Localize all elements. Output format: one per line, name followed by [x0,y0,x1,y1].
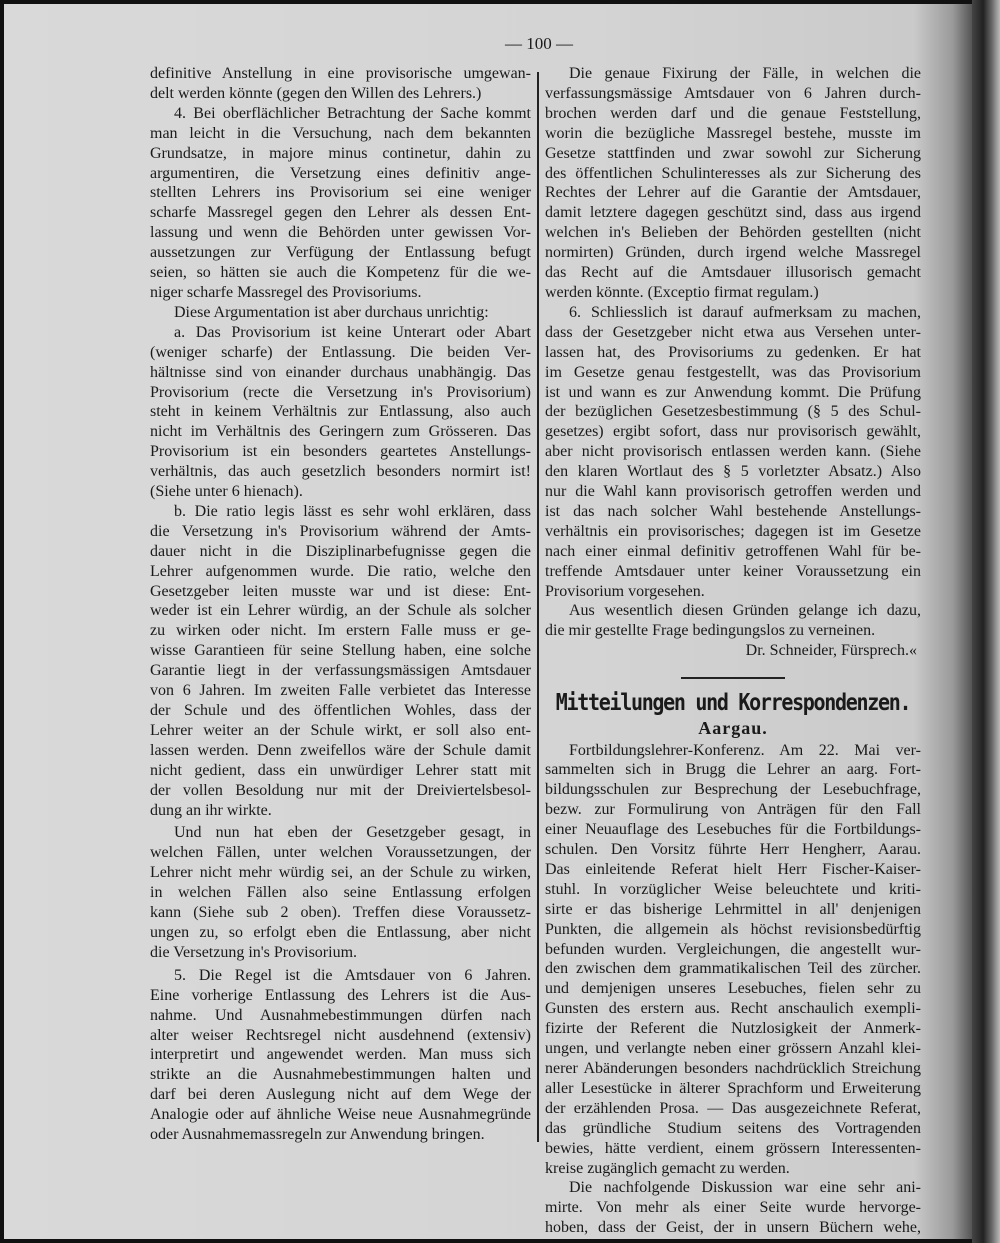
text-line: nicht im Verhältnis des Geringern zum Grösseren. Das [150,423,531,441]
text-line: kreise zugänglich gemacht zu werden. [545,1159,790,1177]
text-line: welchen Fällen, unter welchen Voraussetzungen, der [150,844,531,862]
text-line: und demjenigen unseres Lesebuches, fielen sehr zu [545,980,921,998]
text-line: zu wirken oder nicht. Im erstern Falle muss er ge- [150,622,531,640]
text-line: Die genaue Fixirung der Fälle, in welchen die [569,65,921,82]
text-line: der erzählenden Prosa. — Das ausgezeichnete Referat, [545,1099,921,1117]
text-line: den zwischen dem grammatikalischen Teil des zürcher. [545,960,921,978]
text-line: delt werden könnte (gegen den Willen des Lehrers.) [150,84,482,102]
text-line: man leicht in die Versuchung, nach dem bekannten [150,124,531,142]
text-line: dung an ihr wirkte. [150,801,272,819]
text-line: Und nun hat eben der Gesetzgeber gesagt, in [174,824,531,842]
text-line: brochen werden darf und die genaue Feststellung, [545,104,921,122]
text-line: im Gesetze genau festgestellt, was das Provisorium [545,363,921,381]
text-line: Gesetzgeber leiten musste war und ist diese: Ent- [150,582,531,600]
text-line: aller Lesestücke in älterer Sprachform und Erweiterung [545,1079,921,1097]
text-line: treffende Amtsdauer unter keiner Voraussetzung ein [545,562,921,580]
text-line: der bezüglichen Gesetzesbestimmung (§ 5 des Schul- [545,403,921,421]
text-line: Aus wesentlich diesen Gründen gelange ich dazu, [569,602,921,620]
text-line: die mir gestellte Frage bedingungslos zu verneinen. [545,622,876,640]
text-line: weder ist ein Lehrer würdig, an der Schule als solcher [150,602,531,620]
text-line: aussetzungen zur Verfügung der Entlassung befugt [150,244,531,262]
paragraph [545,1178,921,1238]
text-line: seien, so hätten sie auch die Kompetenz für die we- [150,264,531,282]
text-line: Diese Argumentation ist aber durchaus unrichtig: [174,303,489,321]
text-line: Garantie liegt in der verfassungsmässigen Amtsdauer [150,662,531,680]
section-subheading: Aargau. [698,717,768,738]
text-line: die Versetzung in's Provisorium während der Amts- [150,522,531,540]
text-line: darf bei deren Auslegung nicht auf dem Wege der [150,1086,531,1104]
text-line: (Siehe unter 6 hienach). [150,483,303,501]
text-line: 4. Bei oberflächlicher Betrachtung der Sache kommt [174,104,531,122]
text-line: argumentiren, die Versetzung eines definitiv ange- [150,164,531,182]
text-line: der Schule und des öffentlichen Wohles, dass der [150,702,531,719]
text-line: Das einleitende Referat hielt Herr Fischer-Kaiser- [545,860,921,878]
text-line: befunden wurden. Vergleichungen, die angestellt wur- [545,940,921,958]
text-line: (weniger scharfe) der Entlassung. Die beiden Ver- [150,343,531,361]
text-line: aber nicht provisorisch entlassen werden kann. (Siehe [545,443,921,461]
text-line: definitive Anstellung in eine provisorische umgewan- [150,65,531,82]
column-divider [537,72,539,1142]
text-line: steht in keinem Verhältnis zur Entlassung, also auch [150,403,531,421]
text-line: scharfe Massregel gegen den Lehrer als dessen Ent- [150,204,531,222]
text-line: 6. Schliesslich ist darauf aufmerksam zu machen, [569,303,921,321]
text-line: lassen hat, des Provisoriums zu gedenken. Er hat [545,343,921,361]
paragraph [545,601,921,641]
text-line: nicht gedient, dass ein unwürdiger Lehrer statt mit [150,761,531,779]
text-line: des öffentlichen Schulinteresses als zur Sicherung des [545,164,921,182]
text-line: a. Das Provisorium ist keine Unterart oder Abart [174,323,531,341]
text-line: die Versetzung in's Provisorium. [150,943,358,961]
text-line: das gründliche Studium seitens des Vortragenden [545,1119,921,1137]
text-line: stellten Lehrers ins Provisorium sei eine weniger [150,184,531,202]
text-line: b. Die ratio legis lässt es sehr wohl erklären, dass [174,502,531,520]
text-line: Lehrer aufgenommen wurde. Die ratio, welche den [150,562,531,580]
text-line: verhältnis, das auch gesetzlich besonders normirt ist! [150,463,531,481]
text-line: nur die Wahl kann provisorisch getroffen werden und [545,483,921,501]
text-line: Provisorium (recte die Versetzung in's Provisorium) [150,383,531,401]
text-line: bezw. zur Formulirung von Anträgen für den Fall [545,801,921,819]
text-line: Die nachfolgende Diskussion war eine sehr ani- [569,1179,921,1197]
text-line: lassen werden. Denn zweifellos wäre der Schule damit [150,741,531,759]
text-line: hältnisse sind von einander durchaus unabhängig. Das [150,363,531,381]
text-line: das Recht auf die Amtsdauer illusorisch gemacht [545,264,921,282]
text-line: Provisorium ist ein besonders geartetes Anstellungs- [150,443,531,461]
left-column [150,64,531,1145]
paragraph [545,303,921,602]
text-line: Analogie oder auf ähnliche Weise neue Ausnahmegründe [150,1106,531,1124]
text-line: nerer Abänderungen besonders nachdrücklich Streichung [545,1060,921,1077]
text-line: welchen in's Belieben der Behörden gestellten (nicht [545,224,921,242]
text-line: interpretirt und angewendet werden. Man muss sich [150,1046,531,1064]
text-line: bewies, hätte verdient, einem grössern Interessenten- [545,1139,921,1157]
text-line: alter weiser Rechtsregel nicht ausdehnend (extensiv) [150,1026,531,1044]
text-line: verfassungsmässige Amtsdauer von 6 Jahren durch- [545,84,921,102]
text-line: Grundsatze, in majore minus continetur, dahin zu [150,144,531,162]
text-line: ungen, und verlangte neben einer grössern Anzahl klei- [545,1040,921,1058]
text-line: sirte er das bisherige Lehrmittel in all' denjenigen [545,900,921,918]
section-rule [681,677,785,679]
text-line: einer Neuauflage des Lesebuches für die Fortbildungs- [545,821,921,839]
text-line: Rechtes der Lehrer auf die Garantie der Amtsdauer, [545,184,921,202]
text-line: nahme. Und Ausnahmebestimmungen dürfen nach [150,1006,531,1024]
text-line: strikte an die Ausnahmebestimmungen halten und [150,1066,531,1084]
text-line: verhältnis ein provisorisches; dagegen ist im Gesetze [545,522,921,540]
text-line: hoben, dass der Geist, der in unsern Büchern wehe, [545,1219,921,1237]
right-column [545,64,921,1238]
text-line: der vollen Besoldung nur mit der Dreiviertelsbesol- [150,781,531,799]
text-line: werden könnte. (Exceptio firmat regulam.) [545,283,819,301]
text-line: Eine vorherige Entlassung des Lehrers ist die Aus- [150,986,531,1004]
paragraph [150,502,531,821]
section-body [545,741,921,1239]
text-line: ungen zu, so erfolgt eben die Entlassung, aber nicht [150,923,531,941]
paragraph [545,741,921,1179]
text-line: nach einer einmal definitiv getroffenen Wahl für be- [545,542,921,560]
text-line: schulen. Den Vorsitz führte Herr Hengherr, Aarau. [545,841,921,859]
paragraph [150,303,531,323]
text-line: Lehrer weiter an der Schule wirkt, er soll also ent- [150,721,531,739]
text-line: Punkten, die allgemein als höchst revisionsbedürftig [545,920,921,938]
text-line: Gesetze stattfinden und zwar sowohl zur Sicherung [545,144,921,162]
text-line: dass der Gesetzgeber nicht etwa aus Versehen unter- [545,323,921,341]
text-line: ist das nach solcher Wahl bestehende Anstellungs- [545,502,921,520]
signature: Dr. Schneider, Fürsprech.« [745,642,917,660]
text-line: ist und wann es zur Anwendung kommt. Die Prüfung [545,383,921,401]
paragraph [150,823,531,962]
text-line: von 6 Jahren. Im zweiten Falle verbietet das Interesse [150,682,531,700]
paragraph [150,64,531,104]
text-line: in welchen Fällen also seine Entlassung erfolgen [150,884,531,902]
text-line: Fortbildungslehrer-Konferenz. Am 22. Mai ver- [569,741,921,759]
text-line: mirte. Von mehr als einer Seite wurde hervorge- [545,1199,921,1217]
text-line: Provisorium vorgesehen. [545,582,705,600]
text-line: dauer nicht in die Disziplinarbefugnisse gegen die [150,542,531,560]
section-heading: Mitteilungen und Korrespondenzen. [555,687,911,716]
text-line: niger scharfe Massregel des Provisoriums. [150,283,422,301]
page-edge-shadow [972,0,1000,1243]
text-line: stuhl. In vorzüglicher Weise beleuchtete und kriti- [545,880,921,898]
page-number: — 100 — [505,34,573,53]
paragraph [150,966,531,1145]
text-line: den klaren Wortlaut des § 5 vorletzter Absatz.) Also [545,463,921,481]
text-line: bildungsschulen zur Besprechung der Lesebuchfrage, [545,781,921,799]
right-column-text [545,64,921,641]
text-line: sammelten sich in Brugg die Lehrer an aarg. Fort- [545,761,921,779]
text-line: gesetzes) ergibt sofort, dass nur provisorisch gewählt, [545,423,921,441]
text-line: oder Ausnahmemassregeln zur Anwendung bringen. [150,1126,485,1144]
text-line: fizirte der Referent die Nutzlosigkeit der Anmerk- [545,1020,921,1038]
text-line: worin die bezügliche Massregel bestehe, musste im [545,124,921,142]
text-line: Gunsten des erstern aus. Recht anschaulich exempli- [545,1000,921,1018]
paragraph [545,64,921,303]
text-line: normirten) Gründen, durch irgend welche Massregel [545,244,921,262]
text-line: Lehrer nicht mehr würdig sei, an der Schule zu wirken, [150,864,531,882]
paragraph [150,323,531,502]
text-line: lassung und wenn die Behörden unter gewissen Vor- [150,224,531,242]
text-line: kann (Siehe sub 2 oben). Treffen diese Voraussetz- [150,904,531,922]
text-line: damit letztere dagegen geschützt sind, dass aus irgend [545,204,921,222]
paragraph [150,104,531,303]
text-line: 5. Die Regel ist die Amtsdauer von 6 Jahren. [174,966,531,984]
text-line: wisse Garantieen für seine Stellung haben, eine solche [150,642,531,660]
